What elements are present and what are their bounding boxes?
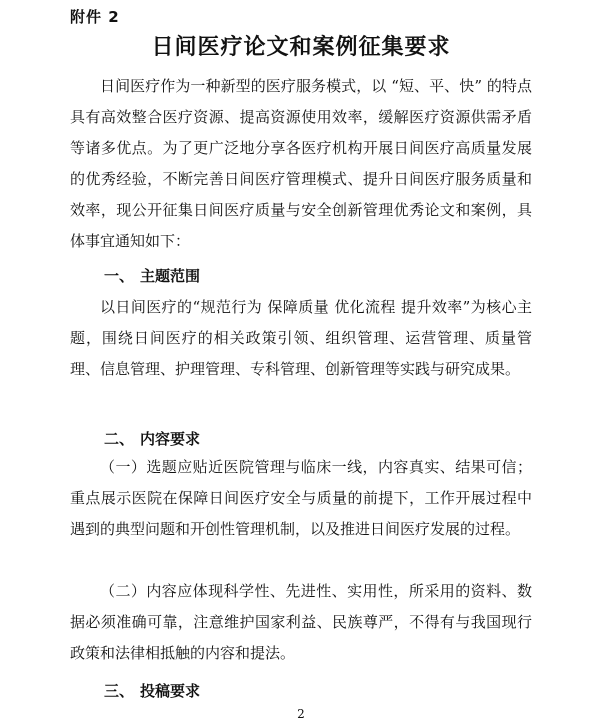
section-2-paragraph-2: （二）内容应体现科学性、先进性、实用性，所采用的资料、数据必须准确可靠，注意维护国家利益、民族尊严，不得有与我国现行政策和法律相抵触的内容和提法。 xyxy=(70,582,532,662)
section-title: 内容要求 xyxy=(140,430,201,448)
section-number: 二、 xyxy=(104,430,135,448)
intro-paragraph: 日间医疗作为一种新型的医疗服务模式，以 “短、平、快” 的特点具有高效整合医疗资源、提高资源使用效率，缓解医疗资源供需矛盾等诸多优点。为了更广泛地分享各医疗机构开展日间医疗高质量发展的优秀经验，不断完善日间医疗管理模式、提升日间医疗服务质量和效率，现公开征集日间医疗质量与安全创新管理优秀论文和案例，具体事宜通知如下： xyxy=(70,77,532,250)
section-heading-1 xyxy=(104,261,200,292)
page-number: 2 xyxy=(297,707,305,721)
section-1-paragraph: 以日间医疗的“规范行为 保障质量 优化流程 提升效率”为核心主题，围绕日间医疗的相关政策引领、组织管理、运营管理、质量管理、信息管理、护理管理、专科管理、创新管理等实践与研究成果。 xyxy=(70,298,532,378)
section-heading-3 xyxy=(104,676,200,707)
section-number: 一、 xyxy=(104,267,135,285)
section-title: 投稿要求 xyxy=(140,682,201,700)
document-title: 日间医疗论文和案例征集要求 xyxy=(151,35,451,60)
section-heading-2 xyxy=(104,424,200,455)
section-2-paragraph-1: （一）选题应贴近医院管理与临床一线，内容真实、结果可信；重点展示医院在保障日间医疗安全与质量的前提下，工作开展过程中遇到的典型问题和开创性管理机制，以及推进日间医疗发展的过程。 xyxy=(70,458,532,538)
section-number: 三、 xyxy=(104,682,135,700)
section-title: 主题范围 xyxy=(140,267,201,285)
attachment-label: 附件 2 xyxy=(70,8,120,26)
